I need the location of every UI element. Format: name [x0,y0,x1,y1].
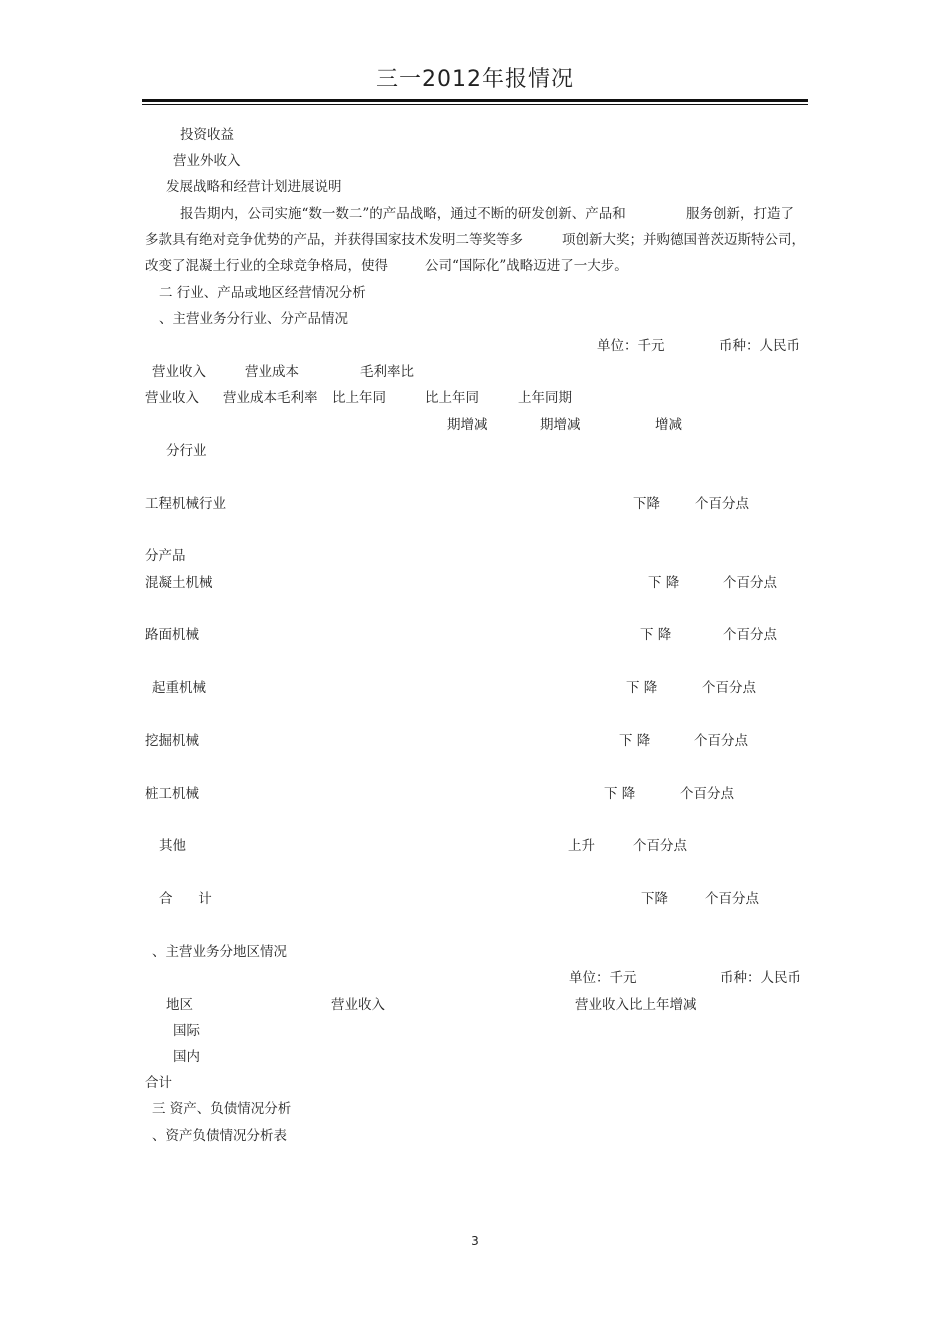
table-header-cell: 期增减 [447,417,488,433]
strategy-paragraph-line3: 改变了混凝土行业的全球竞争格局，使得 [145,258,388,274]
region-header-cell: 地区 [166,997,193,1013]
table-row-direction: 下 降 [604,786,636,802]
table-row-name: 挖掘机械 [145,733,199,749]
section2-subheading-industry: 、主营业务分行业、分产品情况 [159,311,348,327]
table-header-cell: 比上年同 [425,390,479,406]
table-row-points: 个百分点 [705,891,759,907]
strategy-paragraph-line1: 报告期内，公司实施“数一数二”的产品战略，通过不断的研发创新、产品和 [180,206,626,222]
table-row-points: 个百分点 [723,575,777,591]
table-row-points: 个百分点 [633,838,687,854]
header-rule [142,99,808,102]
section2-subheading-region: 、主营业务分地区情况 [152,944,287,960]
page-title: 三一2012年报情况 [376,67,574,92]
strategy-heading: 发展战略和经营计划进展说明 [166,179,342,195]
page-number: 3 [471,1234,479,1248]
non-operating-income-label: 营业外收入 [173,153,241,169]
table-row-points: 个百分点 [694,733,748,749]
strategy-paragraph-line1b: 服务创新，打造了 [686,206,794,222]
region-header-cell: 营业收入 [331,997,385,1013]
strategy-paragraph-line2b: 项创新大奖；并购德国普茨迈斯特公司， [562,232,805,248]
table-row-name: 其他 [159,838,186,854]
table-row-name: 起重机械 [152,680,206,696]
table-row-name: 工程机械行业 [145,496,226,512]
table-header-cell: 营业收入 [152,364,206,380]
table-row-direction: 下降 [641,891,668,907]
header-rule-thin [142,104,808,105]
unit-label: 单位：千元 [569,970,637,986]
table-row-direction: 上升 [568,838,595,854]
table-header-cell: 增减 [655,417,682,433]
strategy-paragraph-line3b: 公司“国际化”战略迈进了一大步。 [425,258,628,274]
region-total-label: 合计 [145,1075,172,1091]
by-industry-label: 分行业 [166,443,207,459]
table-row-points: 个百分点 [723,627,777,643]
table-row-direction: 下降 [633,496,660,512]
table-row-points: 个百分点 [702,680,756,696]
region-header-cell: 营业收入比上年增减 [575,997,697,1013]
strategy-paragraph-line2: 多款具有绝对竞争优势的产品，并获得国家技术发明二等奖等多 [145,232,523,248]
currency-label: 币种：人民币 [720,970,801,986]
section3-subheading: 、资产负债情况分析表 [152,1128,287,1144]
table-row-name: 桩工机械 [145,786,199,802]
table-row-direction: 下 降 [619,733,651,749]
table-row-name: 路面机械 [145,627,199,643]
table-row-points: 个百分点 [680,786,734,802]
table-row-name: 合 计 [159,891,212,907]
table-row-name: 混凝土机械 [145,575,213,591]
table-header-cell: 上年同期 [518,390,572,406]
table-header-cell: 期增减 [540,417,581,433]
table-header-cell: 营业成本 [245,364,299,380]
table-row-direction: 下 降 [640,627,672,643]
region-row-name: 国际 [173,1023,200,1039]
section2-heading: 二 行业、产品或地区经营情况分析 [159,285,366,301]
unit-label: 单位：千元 [597,338,665,354]
table-row-direction: 下 降 [648,575,680,591]
currency-label: 币种：人民币 [719,338,800,354]
table-header-cell: 毛利率比 [360,364,414,380]
table-row-direction: 下 降 [626,680,658,696]
table-header-cell: 比上年同 [332,390,386,406]
table-row-points: 个百分点 [695,496,749,512]
investment-income-label: 投资收益 [180,127,234,143]
by-product-label: 分产品 [145,548,186,564]
section3-heading: 三 资产、负债情况分析 [152,1101,292,1117]
table-header-cell: 营业收入 [145,390,199,406]
region-row-name: 国内 [173,1049,200,1065]
table-header-cell: 营业成本毛利率 [223,390,318,406]
